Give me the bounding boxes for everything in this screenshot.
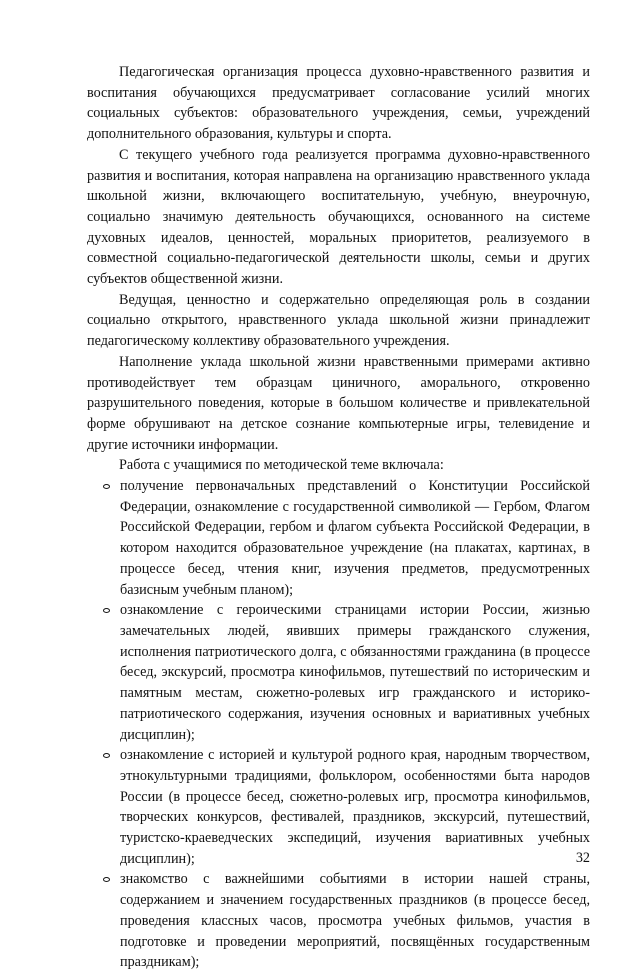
- list-item-text: ознакомление с героическими страницами истории России, жизнью замечательных людей, явивших примеры гражданского служения, исполнения патриотического долга, с обязанностями гражданина (в процессе бесед, экскурсий, просмотра кинофильмов, путешествий по историческим и памятным местам, сюжетно-ролевых игр гражданского и историко-патриотического содержания, изучения основных и вариативных учебных дисциплин);: [120, 602, 590, 743]
- list-item: [87, 476, 590, 600]
- activity-list: [87, 476, 590, 973]
- bullet-icon: [103, 608, 110, 613]
- paragraph: Ведущая, ценностно и содержательно определяющая роль в создании социально открытого, нравственного уклада школьной жизни принадлежит педагогическому коллективу образовательного учреждения.: [87, 291, 590, 350]
- list-item-text: ознакомление с историей и культурой родного края, народным творчеством, этнокультурными традициями, фольклором, особенностями быта народов России (в процессе бесед, сюжетно-ролевых игр, просмотра кинофильмов, творческих конкурсов, фестивалей, праздников, экскурсий, путешествий, туристско-краеведческих экспедиций, изучения вариативных учебных дисциплин);: [120, 747, 590, 867]
- list-item-text: получение первоначальных представлений о Конституции Российской Федерации, ознакомление с государственной символикой — Гербом, Флагом Российской Федерации, гербом и флагом субъекта Российской Федерации, в котором находится образовательное учреждение (на плакатах, картинах, в процессе бесед, чтения книг, изучения предметов, предусмотренных базисным учебным планом);: [120, 478, 590, 598]
- paragraph: Педагогическая организация процесса духовно-нравственного развития и воспитания обучающихся предусматривает согласование усилий многих социальных субъектов: образовательного учреждения, семьи, учреждений дополнительного образования, культуры и спорта.: [87, 64, 590, 143]
- bullet-icon: [103, 877, 110, 882]
- list-item: [87, 745, 590, 869]
- page-number: 32: [575, 850, 590, 866]
- paragraph: Наполнение уклада школьной жизни нравственными примерами активно противодействует тем образцам циничного, аморального, откровенно разрушительного поведения, которые в большом количестве и привлекательной форме обрушивают на детское сознание компьютерные игры, телевидение и другие источники информации.: [87, 353, 590, 453]
- page-body: [87, 62, 590, 973]
- list-item: [87, 600, 590, 745]
- bullet-icon: [103, 484, 110, 489]
- paragraph: Работа с учащимися по методической теме включала:: [119, 457, 444, 474]
- paragraph: С текущего учебного года реализуется программа духовно-нравственного развития и воспитания, которая направлена на организацию нравственного уклада школьной жизни, включающего воспитательную, учебную, внеурочную, социально значимую деятельность обучающихся, основанного на системе духовных идеалов, ценностей, моральных приоритетов, реализуемого в совместной социально-педагогической деятельности школы, семьи и других субъектов общественной жизни.: [87, 146, 590, 288]
- list-item: [87, 869, 590, 973]
- list-item-text: знакомство с важнейшими событиями в истории нашей страны, содержанием и значением государственных праздников (в процессе бесед, проведения классных часов, просмотра учебных фильмов, участия в подготовке и проведении мероприятий, посвящённых государственным праздникам);: [120, 871, 590, 971]
- bullet-icon: [103, 753, 110, 758]
